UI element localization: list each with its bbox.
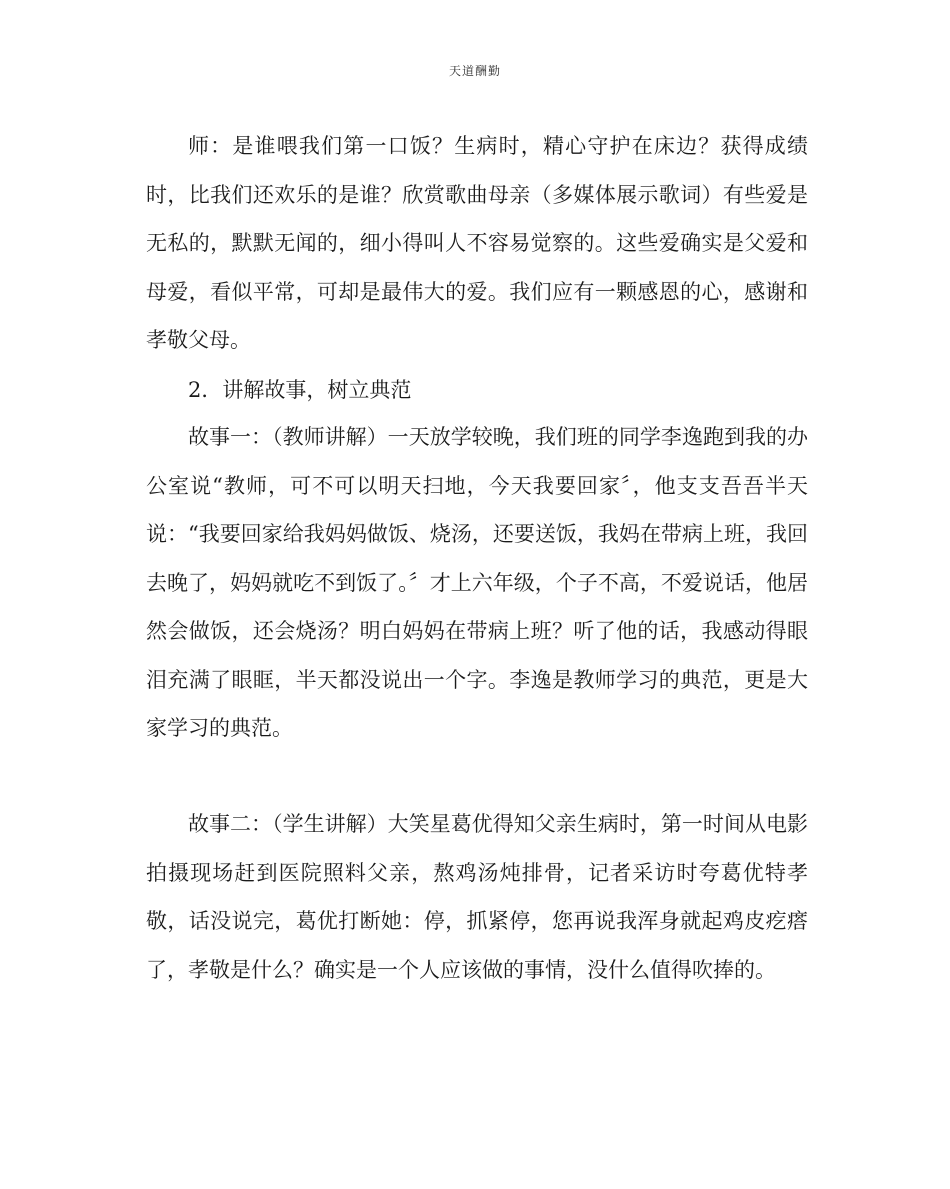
section-heading-text: 2．讲解故事，树立典范 (188, 378, 412, 402)
paragraph-text: 故事一：（教师讲解）一天放学较晚，我们班的同学李逸跑到我的办公室说“教师，可不可以明天扫地，今天我要回家〞，他支支吾吾半天说：“我要回家给我妈妈做饭、烧汤，还要送饭，我妈在带病上班，我回去晚了，妈妈就吃不到饭了。〞才上六年级，个子不高，不爱说话，他居然会做饭，还会烧汤？明白妈妈在带病上班？听了他的话，我感动得眼泪充满了眼眶，半天都没说出一个字。李逸是教师学习的典范，更是大家学习的典范。 (146, 425, 808, 740)
paragraph-story-two (146, 800, 808, 994)
section-heading (146, 366, 808, 415)
paragraph-text: 故事二：（学生讲解）大笑星葛优得知父亲生病时，第一时间从电影拍摄现场赶到医院照料父亲，熬鸡汤炖排骨，记者采访时夸葛优特孝敬，话没说完，葛优打断她：停，抓紧停，您再说我浑身就起鸡皮疙瘩了，孝敬是什么？确实是一个人应该做的事情，没什么值得吹捧的。 (146, 812, 808, 982)
page-header: 天道酬勤 (448, 64, 501, 78)
paragraph-teacher-intro (146, 122, 808, 365)
paragraph-story-one (146, 413, 808, 753)
paragraph-text: 师：是谁喂我们第一口饭？生病时，精心守护在床边？获得成绩时，比我们还欢乐的是谁？欣赏歌曲母亲（多媒体展示歌词）有些爱是无私的，默默无闻的，细小得叫人不容易觉察的。这些爱确实是父爱和母爱，看似平常，可却是最伟大的爱。我们应有一颗感恩的心，感谢和孝敬父母。 (146, 134, 808, 352)
